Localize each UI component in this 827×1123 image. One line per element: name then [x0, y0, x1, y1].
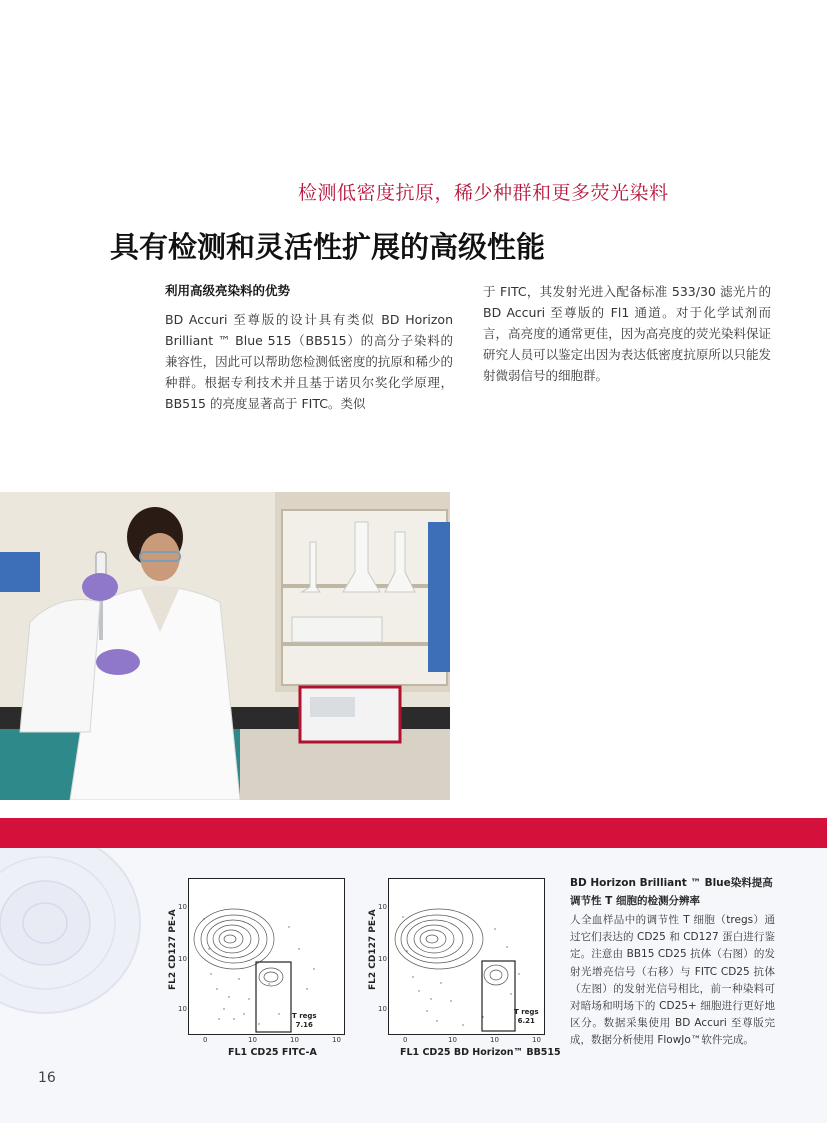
plot1-y-label: FL2 CD127 PE-A: [168, 909, 178, 990]
text-column-right: [483, 281, 771, 386]
page-subtitle: 检测低密度抗原，稀少种群和更多荧光染料: [298, 182, 669, 204]
plot1-ytick-2: 10: [178, 955, 187, 963]
cell-illustration: [0, 848, 150, 1048]
plot1-gate-label: [292, 1012, 317, 1030]
contour-plot-fitc: [189, 879, 344, 1034]
accent-band: [0, 818, 827, 848]
plot1-ytick-1: 10: [178, 1005, 187, 1013]
plot1-xtick-2: 10: [290, 1036, 299, 1044]
plot2-y-label: FL2 CD127 PE-A: [368, 909, 378, 990]
plot2-xtick-0: 0: [403, 1036, 408, 1044]
plot2-xtick-3: 10: [532, 1036, 541, 1044]
figure-caption: [570, 874, 775, 1050]
body-paragraph-left: BD Accuri 至尊版的设计具有类似 BD Horizon Brilliant ™ Blue 515（BB515）的高分子染料的兼容性，因此可以帮助您检测低密度的抗原和稀少的种群。根据专利技术并且基于诺贝尔奖化学原理，BB515 的亮度显著高于 FITC。类似: [165, 312, 453, 411]
page-title: 具有检测和灵活性扩展的高级性能: [110, 230, 546, 264]
plot2-gate-name: T regs: [514, 1008, 539, 1016]
plot1-xtick-3: 10: [332, 1036, 341, 1044]
plot2-xtick-2: 10: [490, 1036, 499, 1044]
caption-body: 人全血样品中的调节性 T 细胞（tregs）通过它们表达的 CD25 和 CD127 蛋白进行鉴定。注意由 BB15 CD25 抗体（右图）的发射光增亮信号（右移）与 FITC CD25 抗体（左图）的发射光信号相比，前一种染料可对暗场和明场下的 CD25+ 细胞进行更好地区分。数据采集使用 BD Accuri 至尊版完成，数据分析使用 FlowJo™软件完成。: [570, 914, 775, 1047]
lab-scientist-photo: [0, 492, 450, 800]
page-number: 16: [38, 1070, 56, 1086]
flow-plot-fitc: [188, 878, 345, 1035]
plot1-xtick-0: 0: [203, 1036, 208, 1044]
plot1-gate-name: T regs: [292, 1012, 317, 1020]
plot2-x-label: FL1 CD25 BD Horizon™ BB515: [400, 1047, 561, 1058]
section-heading: 利用高级亮染料的优势: [165, 283, 291, 298]
caption-title: BD Horizon Brilliant ™ Blue染料提高调节性 T 细胞的检测分辨率: [570, 877, 773, 907]
plot2-ytick-1: 10: [378, 1005, 387, 1013]
body-paragraph-right: 于 FITC，其发射光进入配备标准 533/30 滤光片的 BD Accuri 至尊版的 Fl1 通道。对于化学试剂而言，高亮度的通常更佳，因为高亮度的荧光染料保证研究人员可以鉴定出因为表达低密度抗原所以只能发射微弱信号的细胞群。: [483, 284, 771, 383]
plot2-ytick-2: 10: [378, 955, 387, 963]
plot1-xtick-1: 10: [248, 1036, 257, 1044]
plot2-xtick-1: 10: [448, 1036, 457, 1044]
plot1-x-label: FL1 CD25 FITC-A: [228, 1047, 317, 1058]
plot1-ytick-3: 10: [178, 903, 187, 911]
plot1-gate-value: 7.16: [295, 1021, 313, 1029]
plot2-gate-label: [514, 1008, 539, 1026]
plot2-gate-value: 6.21: [517, 1017, 535, 1025]
text-column-left: [165, 281, 453, 414]
plot2-ytick-3: 10: [378, 903, 387, 911]
